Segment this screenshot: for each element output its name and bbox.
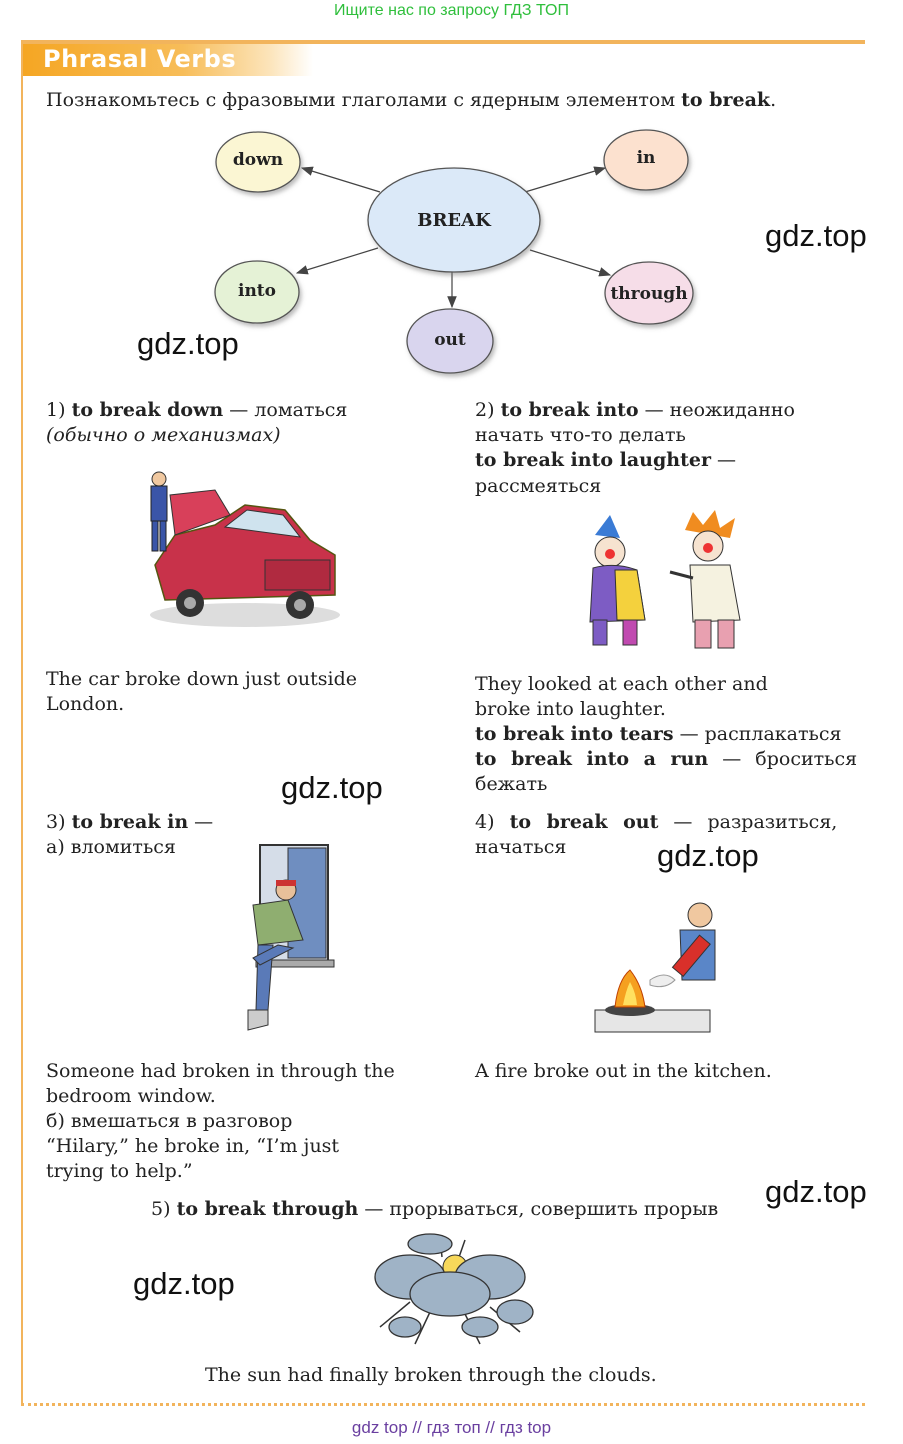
- node-out-label: out: [434, 330, 466, 350]
- s2-verb: to break into: [500, 399, 639, 421]
- sun-clouds-illustration: [370, 1232, 540, 1350]
- node-out: [407, 309, 493, 373]
- s1-translation: — ломаться: [223, 399, 348, 421]
- s2-heading: [475, 398, 795, 423]
- s2-sub3-translation-2: бежать: [475, 773, 548, 795]
- s2-sub2: [475, 722, 842, 747]
- node-down: [216, 132, 300, 192]
- arrow-down: [302, 168, 380, 192]
- intro-body: Познакомьтесь с фразовыми глаголами с ядерным элементом: [46, 89, 682, 111]
- frame-bottom-border: [21, 1403, 865, 1406]
- s5-example: The sun had finally broken through the clouds.: [205, 1364, 657, 1386]
- s2-example: [475, 672, 768, 722]
- intro-text: [46, 88, 776, 113]
- broken-car-illustration: [135, 465, 345, 635]
- arrow-into: [297, 248, 378, 273]
- s1-heading: [46, 398, 347, 423]
- s3-heading: [46, 810, 213, 835]
- s2-sub1-translation: рассмеяться: [475, 475, 602, 497]
- clown-right: [670, 510, 740, 648]
- s5-verb: to break through: [176, 1198, 359, 1220]
- s4-translation: — разразиться,: [658, 811, 838, 833]
- node-into-label: into: [237, 281, 277, 301]
- s1-example-line1: The car broke down just outside: [46, 668, 358, 690]
- node-center-label: BREAK: [417, 210, 491, 231]
- node-into: [215, 261, 299, 323]
- s4-num: 4): [475, 811, 495, 833]
- intro-bold: to break: [681, 89, 771, 111]
- top-search-link[interactable]: Ищите нас по запросу ГДЗ ТОП: [334, 2, 569, 19]
- s3-verb: to break in: [71, 811, 189, 833]
- node-down-label: down: [232, 150, 284, 170]
- node-through-label: through: [610, 284, 688, 304]
- watermark-3: gdz.top: [281, 770, 383, 805]
- s3-meaning-a: а) вломиться: [46, 836, 176, 858]
- intro-end: .: [770, 89, 777, 111]
- s2-sub3: [475, 747, 857, 772]
- node-center: [368, 168, 540, 272]
- man-figure: [151, 472, 167, 551]
- kitchen-fire-illustration: [590, 885, 720, 1035]
- s4-verb: to break out: [509, 811, 659, 833]
- s5-num: 5): [151, 1198, 171, 1220]
- s2-sub1-dash: —: [710, 449, 736, 471]
- s4-example: A fire broke out in the kitchen.: [475, 1060, 772, 1082]
- s3-example-line1: Someone had broken in through the: [46, 1060, 395, 1082]
- node-in-label: in: [636, 148, 656, 168]
- frame-left-border: [21, 40, 23, 1406]
- node-in: [604, 130, 688, 190]
- s2-line2: начать что-то делать: [475, 424, 686, 446]
- s3-example: [46, 1059, 395, 1109]
- banner-title: Phrasal Verbs: [43, 45, 237, 73]
- watermark-5: gdz.top: [765, 1174, 867, 1209]
- watermark-6: gdz.top: [133, 1266, 235, 1301]
- bottom-links[interactable]: gdz top // гдз топ // гдз top: [351, 1418, 552, 1437]
- s2-translation: — неожиданно: [638, 399, 795, 421]
- node-through: [605, 262, 693, 324]
- s3-quote-line2: trying to help.”: [46, 1160, 193, 1182]
- s3-num: 3): [46, 811, 66, 833]
- s2-sub2-translation: — расплакаться: [673, 723, 842, 745]
- s1-num: 1): [46, 399, 66, 421]
- burglar-window-illustration: [238, 840, 338, 1040]
- s2-num: 2): [475, 399, 495, 421]
- laughing-clowns-illustration: [575, 510, 755, 660]
- s3-example-line2: bedroom window.: [46, 1085, 216, 1107]
- s2-example-line2: broke into laughter.: [475, 698, 666, 720]
- watermark-1: gdz.top: [765, 218, 867, 253]
- arrow-through: [530, 250, 610, 275]
- s1-example-line2: London.: [46, 693, 125, 715]
- s3-quote-line1: “Hilary,” he broke in, “I’m just: [46, 1135, 340, 1157]
- clown-left: [590, 515, 645, 645]
- s5-heading: [151, 1197, 718, 1222]
- s3-quote: [46, 1134, 339, 1184]
- s2-example-line1: They looked at each other and: [475, 673, 768, 695]
- s3-dash: —: [188, 811, 214, 833]
- s3-meaning-b: б) вмешаться в разговор: [46, 1110, 293, 1132]
- s4-line2: начаться: [475, 836, 567, 858]
- s1-example: [46, 667, 357, 717]
- break-diagram: [200, 125, 720, 385]
- watermark-2: gdz.top: [137, 326, 239, 361]
- s2-sub3-translation: — броситься: [708, 748, 858, 770]
- s2-sub3-verb: to break into a run: [475, 748, 709, 770]
- s2-sub1-verb: to break into laughter: [475, 449, 711, 471]
- watermark-4: gdz.top: [657, 838, 759, 873]
- s1-note: (обычно о механизмах): [46, 424, 281, 446]
- s2-sub1: [475, 448, 736, 473]
- s2-sub2-verb: to break into tears: [475, 723, 674, 745]
- s4-heading: [475, 810, 837, 835]
- arrow-in: [525, 168, 605, 192]
- s1-verb: to break down: [71, 399, 224, 421]
- section-banner: [23, 44, 313, 76]
- s5-translation: — прорываться, совершить прорыв: [358, 1198, 719, 1220]
